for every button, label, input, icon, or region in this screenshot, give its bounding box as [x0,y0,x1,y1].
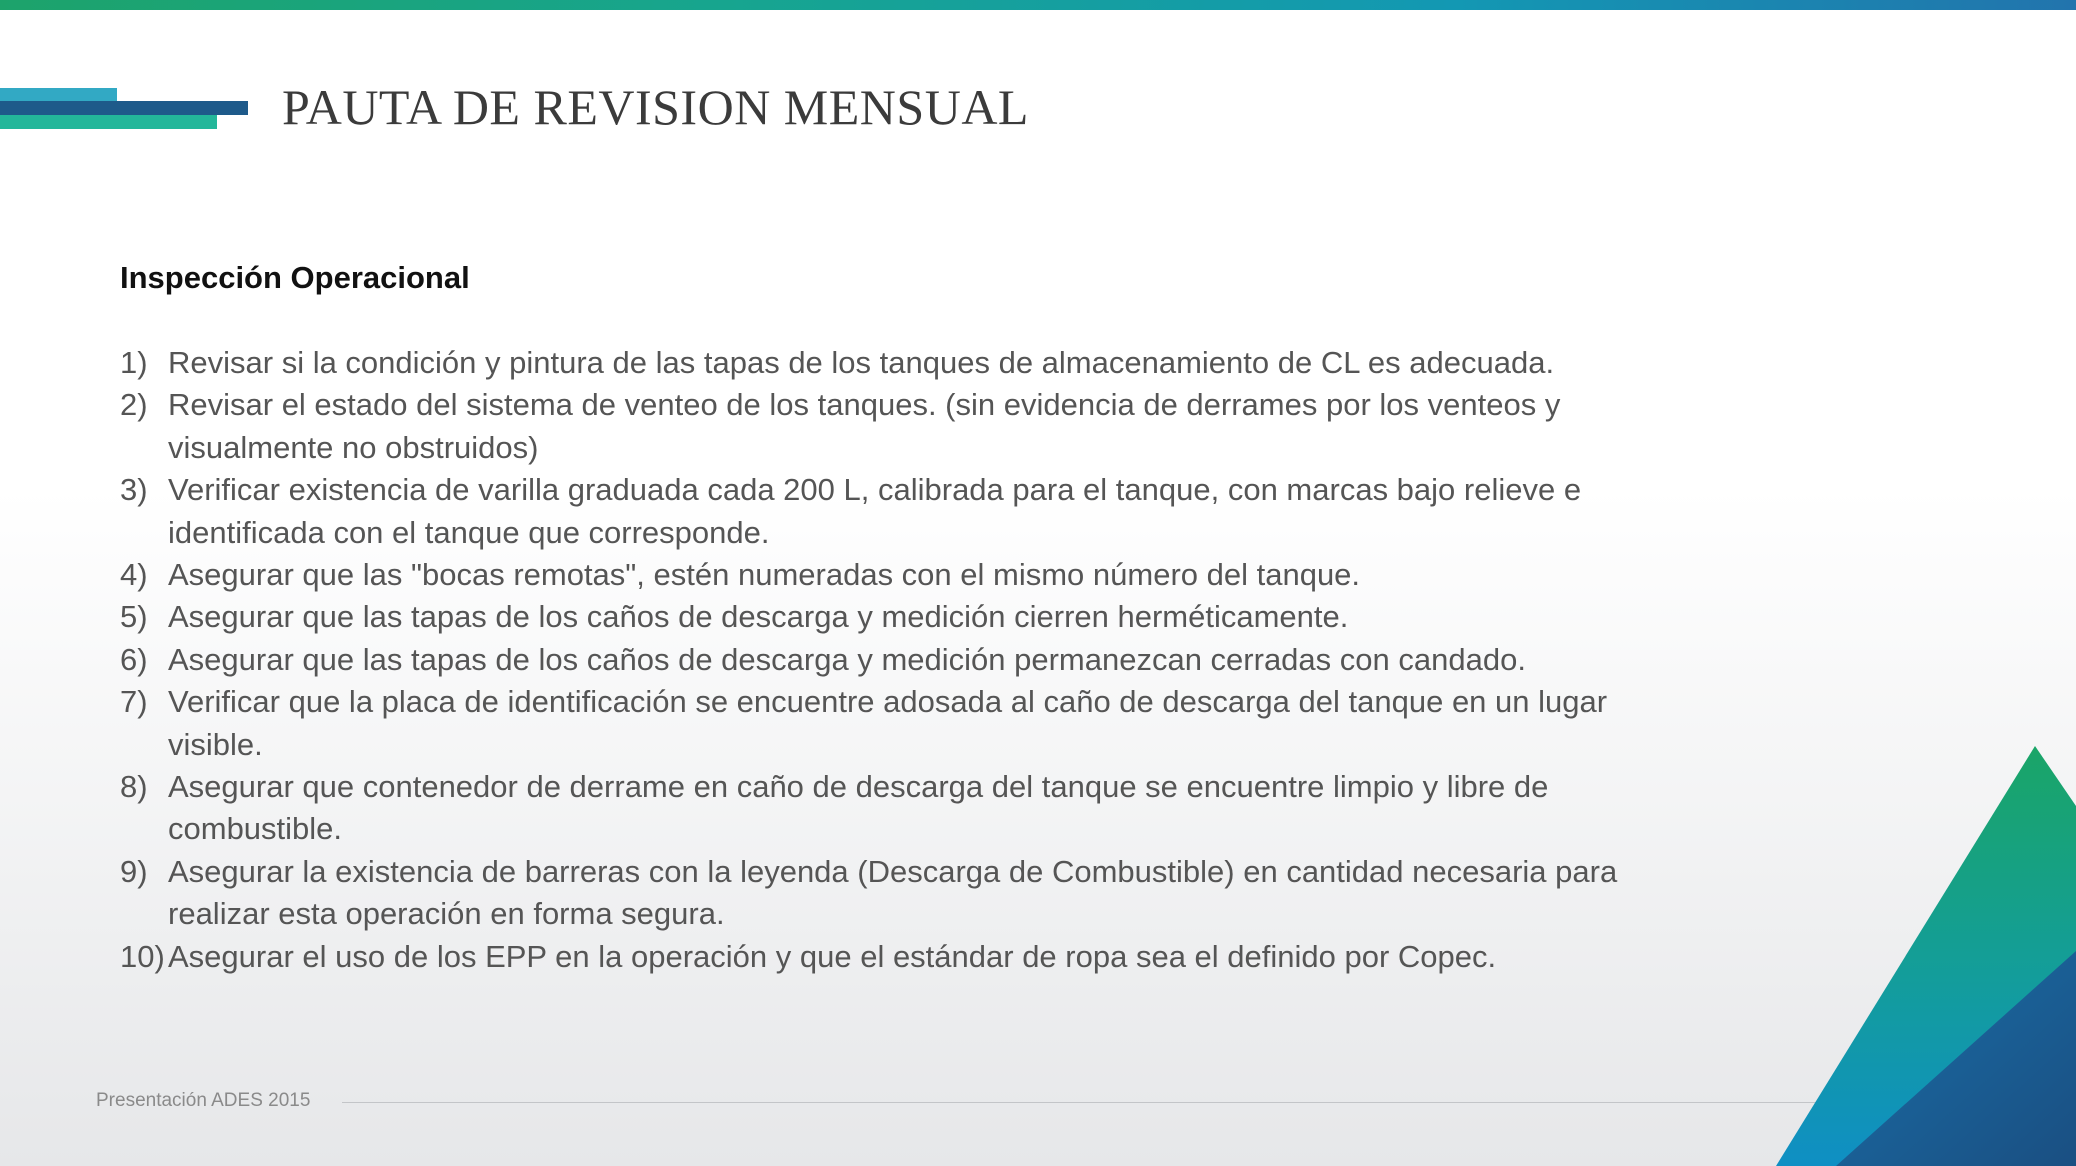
checklist-item [120,766,1680,851]
item-number: 8) [120,769,148,805]
item-text: Asegurar que contenedor de derrame en caño de descarga del tanque se encuentre limpio y libre de combustible. [168,769,1549,847]
checklist-item [120,554,1680,596]
slide-title: PAUTA DE REVISION MENSUAL [282,79,1029,135]
title-decoration-bar-middle [0,101,248,115]
corner-triangle-decoration [1776,746,2076,1166]
item-text: Revisar si la condición y pintura de las tapas de los tanques de almacenamiento de CL es adecuada. [168,345,1555,380]
slide-body [120,258,1680,978]
checklist-item [120,384,1680,469]
item-number: 4) [120,557,148,593]
item-text: Revisar el estado del sistema de venteo de los tanques. (sin evidencia de derrames por los venteos y visualmente no obstruidos) [168,387,1561,465]
item-number: 2) [120,387,148,423]
item-number: 10) [120,938,165,974]
item-text: Asegurar que las "bocas remotas", estén numeradas con el mismo número del tanque. [168,557,1361,593]
item-text: Asegurar que las tapas de los caños de descarga y medición permanezcan cerradas con candado. [168,641,1526,677]
checklist-item [120,639,1680,681]
checklist-item [120,681,1680,766]
checklist-item [120,596,1680,638]
item-number: 9) [120,853,148,889]
item-text: Verificar existencia de varilla graduada cada 200 L, calibrada para el tanque, con marcas bajo relieve e identificada con el tanque que corresponde. [168,472,1582,550]
item-text: Asegurar la existencia de barreras con la leyenda (Descarga de Combustible) en cantidad necesaria para realizar esta operación en forma segura. [168,853,1618,932]
checklist-item [120,851,1680,936]
item-text: Asegurar que las tapas de los caños de descarga y medición cierren herméticamente. [168,599,1349,635]
item-number: 7) [120,684,148,720]
checklist-item [120,469,1680,554]
item-number: 6) [120,641,148,677]
item-text: Verificar que la placa de identificación se encuentre adosada al caño de descarga del tanque en un lugar visible. [168,684,1608,762]
footer-divider [342,1102,1842,1103]
inspection-checklist [120,342,1680,978]
top-accent-bar [0,0,2076,10]
checklist-item [120,342,1680,384]
checklist-item [120,936,1680,978]
item-text: Asegurar el uso de los EPP en la operación y que el estándar de ropa sea el definido por Copec. [168,938,1497,974]
item-number: 1) [120,345,148,380]
item-number: 5) [120,599,148,635]
footer-label: Presentación ADES 2015 [96,1090,311,1111]
section-heading: Inspección Operacional [120,260,470,295]
title-decoration-bar-bottom [0,115,217,129]
item-number: 3) [120,472,148,508]
